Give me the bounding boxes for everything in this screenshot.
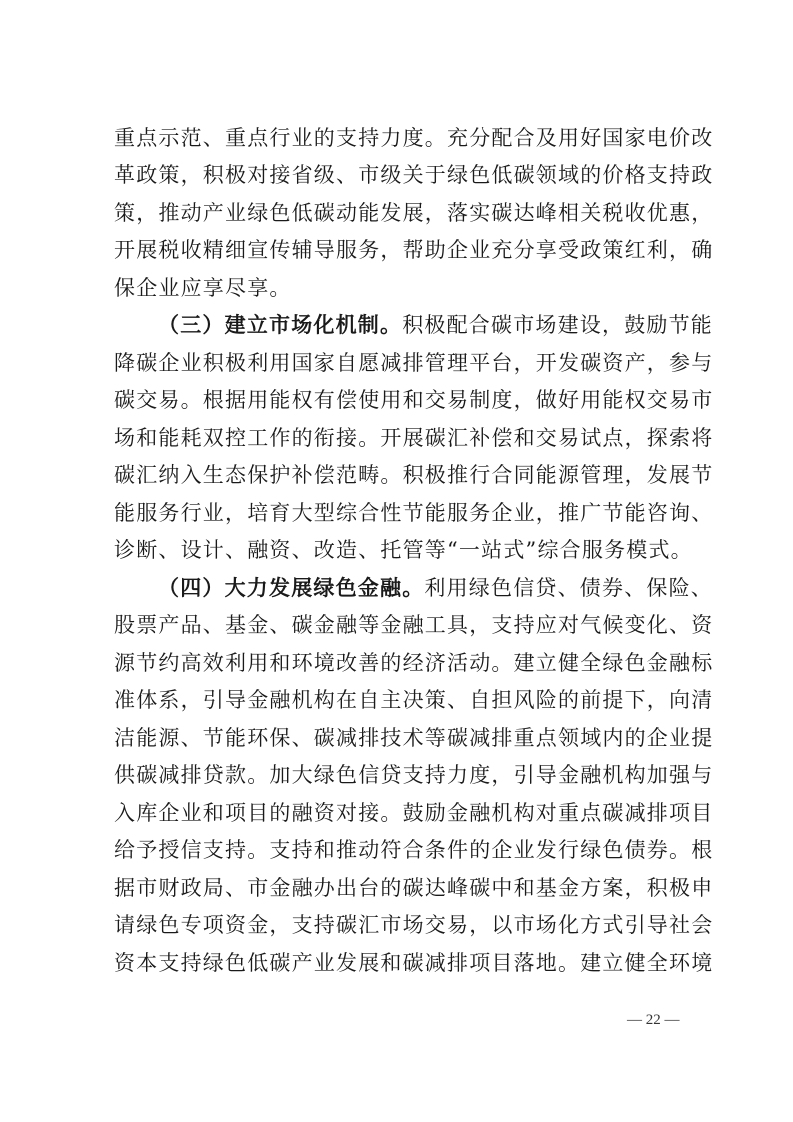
- paragraph-line: 据市财政局、市金融办出台的碳达峰碳中和基金方案，积极申: [114, 876, 714, 900]
- paragraph-line: 能服务行业，培育大型综合性节能服务企业，推广节能咨询、: [114, 501, 714, 525]
- paragraph-line: 碳汇纳入生态保护补偿范畴。积极推行合同能源管理，发展节: [114, 463, 714, 487]
- paragraph-line: 保企业应享尽享。: [114, 276, 292, 300]
- paragraph-line: 开展税收精细宣传辅导服务，帮助企业充分享受政策红利，确: [114, 238, 714, 262]
- paragraph-line: 入库企业和项目的融资对接。鼓励金融机构对重点碳减排项目: [114, 801, 714, 825]
- paragraph-line: 降碳企业积极利用国家自愿减排管理平台，开发碳资产，参与: [114, 351, 714, 375]
- section-3-text: 积极配合碳市场建设，鼓励节能: [402, 313, 714, 337]
- paragraph-line: 策，推动产业绿色低碳动能发展，落实碳达峰相关税收优惠，: [114, 201, 714, 225]
- paragraph-line: 股票产品、基金、碳金融等金融工具，支持应对气候变化、资: [114, 613, 714, 637]
- paragraph-line: 源节约高效利用和环境改善的经济活动。建立健全绿色金融标: [114, 651, 714, 675]
- paragraph-line: 革政策，积极对接省级、市级关于绿色低碳领域的价格支持政: [114, 163, 714, 187]
- paragraph-line: 诊断、设计、融资、改造、托管等“一站式”综合服务模式。: [114, 538, 693, 562]
- paragraph-line: 场和能耗双控工作的衔接。开展碳汇补偿和交易试点，探索将: [114, 426, 714, 450]
- paragraph-line: 供碳减排贷款。加大绿色信贷支持力度，引导金融机构加强与: [114, 763, 714, 787]
- paragraph-line: 给予授信支持。支持和推动符合条件的企业发行绿色债券。根: [114, 838, 714, 862]
- section-3-first-line: [158, 311, 713, 339]
- section-4-first-line: [158, 574, 713, 602]
- paragraph-line: 资本支持绿色低碳产业发展和碳减排项目落地。建立健全环境: [114, 951, 714, 975]
- paragraph-line: 重点示范、重点行业的支持力度。充分配合及用好国家电价改: [114, 126, 714, 150]
- page-number: — 22 —: [627, 1012, 680, 1028]
- section-4-heading: （四）大力发展绿色金融。: [158, 575, 425, 600]
- paragraph-line: 请绿色专项资金，支持碳汇市场交易，以市场化方式引导社会: [114, 913, 714, 937]
- paragraph-line: 洁能源、节能环保、碳减排技术等碳减排重点领域内的企业提: [114, 726, 714, 750]
- section-3-heading: （三）建立市场化机制。: [158, 312, 403, 337]
- section-4-text: 利用绿色信贷、债券、保险、: [424, 576, 714, 600]
- paragraph-line: 碳交易。根据用能权有偿使用和交易制度，做好用能权交易市: [114, 388, 714, 412]
- paragraph-line: 准体系，引导金融机构在自主决策、自担风险的前提下，向清: [114, 688, 714, 712]
